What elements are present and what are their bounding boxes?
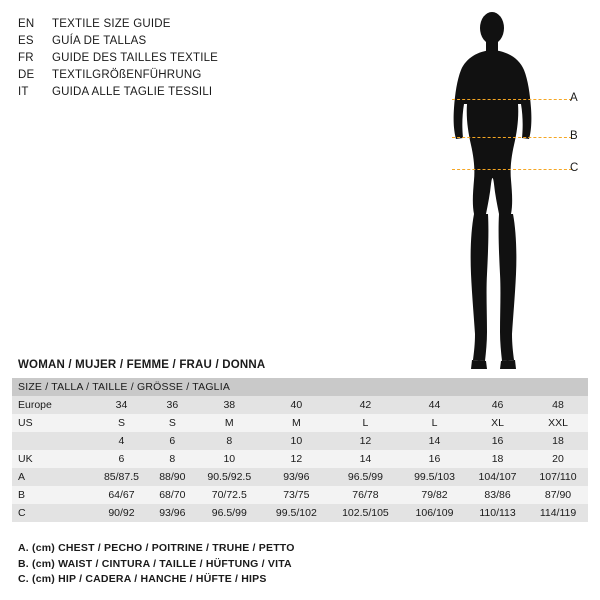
female-silhouette-figure bbox=[430, 8, 590, 376]
measurement-legend bbox=[18, 541, 418, 588]
cell: 20 bbox=[528, 450, 588, 468]
language-row bbox=[18, 84, 348, 101]
cell: 85/87.5 bbox=[93, 468, 150, 486]
table-row bbox=[12, 450, 588, 468]
language-code: IT bbox=[18, 86, 29, 98]
language-code: DE bbox=[18, 69, 35, 81]
cell: 46 bbox=[467, 396, 528, 414]
cell: 68/70 bbox=[150, 486, 195, 504]
cell: 16 bbox=[402, 450, 467, 468]
cell: 104/107 bbox=[467, 468, 528, 486]
row-label: Europe bbox=[12, 396, 93, 414]
cell: 12 bbox=[264, 450, 329, 468]
cell: 106/109 bbox=[402, 504, 467, 522]
table-header-row bbox=[12, 378, 588, 396]
cell: 34 bbox=[93, 396, 150, 414]
language-code: ES bbox=[18, 35, 34, 47]
cell: 76/78 bbox=[329, 486, 402, 504]
cell: M bbox=[264, 414, 329, 432]
cell: 48 bbox=[528, 396, 588, 414]
cell: 87/90 bbox=[528, 486, 588, 504]
language-row bbox=[18, 33, 348, 50]
cell: 38 bbox=[195, 396, 264, 414]
row-label bbox=[12, 432, 93, 450]
cell: 99.5/103 bbox=[402, 468, 467, 486]
measure-label-c: C bbox=[570, 162, 579, 174]
cell: 90.5/92.5 bbox=[195, 468, 264, 486]
language-row bbox=[18, 50, 348, 67]
cell: 93/96 bbox=[264, 468, 329, 486]
table-row bbox=[12, 504, 588, 522]
cell: 36 bbox=[150, 396, 195, 414]
language-title: TEXTILGRÖßENFÜHRUNG bbox=[52, 69, 202, 81]
cell: 40 bbox=[264, 396, 329, 414]
language-headings bbox=[18, 16, 348, 101]
cell: 6 bbox=[93, 450, 150, 468]
cell: M bbox=[195, 414, 264, 432]
cell: 42 bbox=[329, 396, 402, 414]
legend-row-c: C. (cm) HIP / CADERA / HANCHE / HÜFTE / HIPS bbox=[18, 573, 267, 585]
cell: 107/110 bbox=[528, 468, 588, 486]
measure-line-chest bbox=[452, 99, 572, 100]
cell: 10 bbox=[264, 432, 329, 450]
cell: XXL bbox=[528, 414, 588, 432]
size-table bbox=[12, 378, 588, 522]
measure-label-b: B bbox=[570, 130, 578, 142]
table-row bbox=[12, 432, 588, 450]
row-label: US bbox=[12, 414, 93, 432]
language-code: EN bbox=[18, 18, 35, 30]
language-title: GUÍA DE TALLAS bbox=[52, 35, 147, 47]
cell: 18 bbox=[467, 450, 528, 468]
cell: 10 bbox=[195, 450, 264, 468]
cell: XL bbox=[467, 414, 528, 432]
table-row bbox=[12, 414, 588, 432]
measure-label-a: A bbox=[570, 92, 578, 104]
cell: S bbox=[150, 414, 195, 432]
cell: 83/86 bbox=[467, 486, 528, 504]
cell: 70/72.5 bbox=[195, 486, 264, 504]
table-row bbox=[12, 468, 588, 486]
language-code: FR bbox=[18, 52, 34, 64]
silhouette-icon bbox=[430, 8, 590, 376]
table-row bbox=[12, 396, 588, 414]
cell: 14 bbox=[329, 450, 402, 468]
cell: 64/67 bbox=[93, 486, 150, 504]
cell: 18 bbox=[528, 432, 588, 450]
cell: 96.5/99 bbox=[195, 504, 264, 522]
language-row bbox=[18, 67, 348, 84]
section-heading: WOMAN / MUJER / FEMME / FRAU / DONNA bbox=[18, 359, 266, 371]
cell: 73/75 bbox=[264, 486, 329, 504]
measure-line-hip bbox=[452, 169, 572, 170]
cell: S bbox=[93, 414, 150, 432]
cell: 110/113 bbox=[467, 504, 528, 522]
language-title: TEXTILE SIZE GUIDE bbox=[52, 18, 171, 30]
cell: 102.5/105 bbox=[329, 504, 402, 522]
cell: 114/119 bbox=[528, 504, 588, 522]
cell: 4 bbox=[93, 432, 150, 450]
cell: 8 bbox=[195, 432, 264, 450]
cell: 90/92 bbox=[93, 504, 150, 522]
cell: 12 bbox=[329, 432, 402, 450]
cell: 14 bbox=[402, 432, 467, 450]
table-header-label: SIZE / TALLA / TAILLE / GRÖSSE / TAGLIA bbox=[12, 378, 588, 396]
cell: 79/82 bbox=[402, 486, 467, 504]
table-row bbox=[12, 486, 588, 504]
language-title: GUIDE DES TAILLES TEXTILE bbox=[52, 52, 219, 64]
cell: 16 bbox=[467, 432, 528, 450]
row-label: UK bbox=[12, 450, 93, 468]
cell: L bbox=[329, 414, 402, 432]
cell: L bbox=[402, 414, 467, 432]
legend-row-b: B. (cm) WAIST / CINTURA / TAILLE / HÜFTUNG / VITA bbox=[18, 557, 292, 570]
cell: 8 bbox=[150, 450, 195, 468]
row-label: C bbox=[12, 504, 93, 522]
cell: 99.5/102 bbox=[264, 504, 329, 522]
legend-row-a: A. (cm) CHEST / PECHO / POITRINE / TRUHE / PETTO bbox=[18, 542, 295, 554]
row-label: B bbox=[12, 486, 93, 504]
cell: 96.5/99 bbox=[329, 468, 402, 486]
cell: 6 bbox=[150, 432, 195, 450]
cell: 88/90 bbox=[150, 468, 195, 486]
cell: 93/96 bbox=[150, 504, 195, 522]
language-row bbox=[18, 16, 348, 33]
cell: 44 bbox=[402, 396, 467, 414]
language-title: GUIDA ALLE TAGLIE TESSILI bbox=[52, 86, 213, 98]
row-label: A bbox=[12, 468, 93, 486]
measure-line-waist bbox=[452, 137, 572, 138]
